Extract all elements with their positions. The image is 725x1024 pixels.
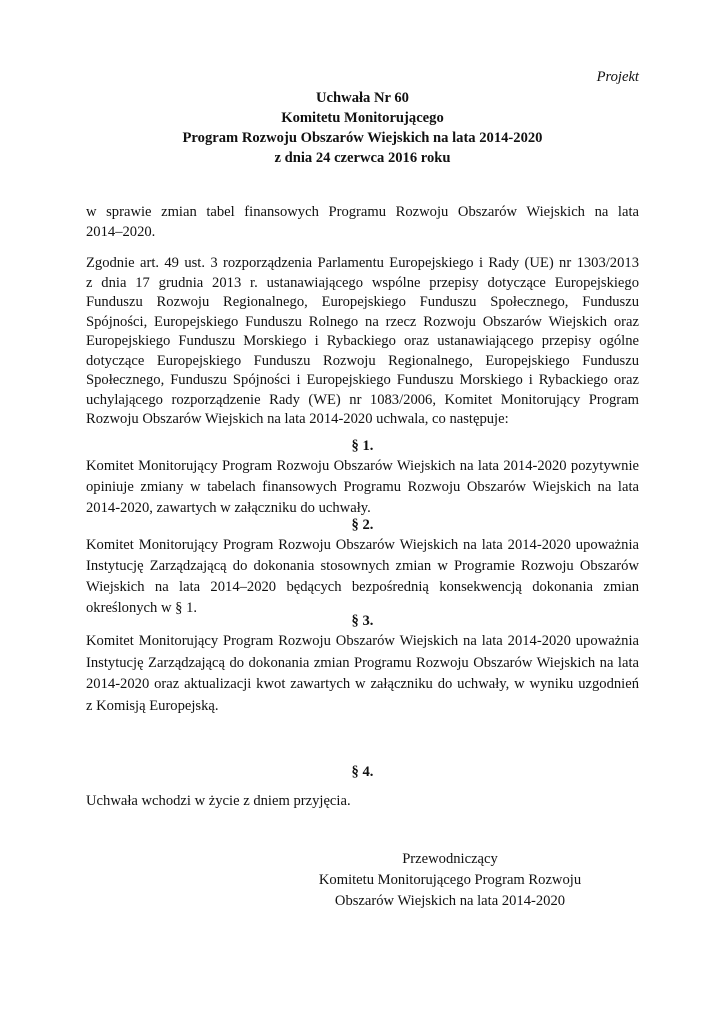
section-1-body xyxy=(86,456,639,519)
resolution-date: z dnia 24 czerwca 2016 roku xyxy=(274,150,451,166)
section-2-line: określonych w § 1. xyxy=(86,600,198,616)
section-2-line: Wiejskich na lata 2014–2020 będących bezpośrednią konsekwencją dokonania zmian xyxy=(86,579,639,595)
preamble-paragraph xyxy=(86,254,639,430)
subject-paragraph xyxy=(86,202,639,242)
preamble-line: Europejskiego Funduszu Morskiego i Rybackiego oraz ustanawiającego przepisy ogólne xyxy=(86,333,639,349)
preamble-line: uchylającego rozporządzenie Rady (WE) nr 1083/2006, Komitet Monitorujący Program xyxy=(86,391,639,408)
section-2-heading: § 2. xyxy=(351,517,374,533)
signature-block xyxy=(300,849,600,912)
section-3-line: 2014-2020 oraz aktualizacji kwot zawartych w załączniku do uchwały, w wyniku uzgodnień xyxy=(86,676,639,692)
signature-title: Przewodniczący xyxy=(402,851,498,867)
section-1-line: Komitet Monitorujący Program Rozwoju Obszarów Wiejskich na lata 2014-2020 pozytywnie xyxy=(86,458,639,474)
section-2-body xyxy=(86,535,639,619)
preamble-line: Zgodnie art. 49 ust. 3 rozporządzenia Parlamentu Europejskiego i Rady (UE) nr 1303/2013 xyxy=(86,255,639,271)
section-3-heading: § 3. xyxy=(351,613,374,629)
signature-line: Komitetu Monitorującego Program Rozwoju xyxy=(318,872,582,888)
preamble-line: dotyczące Europejskiego Funduszu Rozwoju Regionalnego, Europejskiego Funduszu xyxy=(86,352,639,369)
preamble-line: z dnia 17 grudnia 2013 r. ustanawiającego wspólne przepisy dotyczące Europejskiego xyxy=(86,274,639,291)
section-3-line: z Komisją Europejską. xyxy=(86,697,219,714)
resolution-number: Uchwała Nr 60 xyxy=(316,90,409,106)
draft-label: Projekt xyxy=(596,69,639,85)
program-name: Program Rozwoju Obszarów Wiejskich na lata 2014-2020 xyxy=(182,130,543,146)
preamble-line: Rozwoju Obszarów Wiejskich na lata 2014-2020 uchwala, co następuje: xyxy=(86,411,509,427)
section-3-body xyxy=(86,631,639,717)
section-3-line: Instytucję Zarządzającą do dokonania zmian Programu Rozwoju Obszarów Wiejskich na lata xyxy=(86,654,639,671)
subject-line: 2014–2020. xyxy=(86,224,156,240)
section-1-line: opiniuje zmiany w tabelach finansowych Programu Rozwoju Obszarów Wiejskich na lata xyxy=(86,479,639,495)
signature-line: Obszarów Wiejskich na lata 2014-2020 xyxy=(334,893,566,909)
preamble-line: Spójności, Europejskiego Funduszu Rolnego na rzecz Rozwoju Obszarów Wiejskich oraz xyxy=(86,313,639,330)
committee-name: Komitetu Monitorującego xyxy=(281,110,444,126)
subject-line: w sprawie zmian tabel finansowych Programu Rozwoju Obszarów Wiejskich na lata xyxy=(86,204,639,220)
section-3-line: Komitet Monitorujący Program Rozwoju Obszarów Wiejskich na lata 2014-2020 upoważnia xyxy=(86,633,639,649)
section-1-heading: § 1. xyxy=(351,438,374,454)
section-4-heading: § 4. xyxy=(351,764,374,780)
section-1-line: 2014-2020, zawartych w załączniku do uchwały. xyxy=(86,500,371,516)
preamble-line: Społecznego, Funduszu Spójności i Europejskiego Funduszu Morskiego i Rybackiego oraz xyxy=(86,372,639,388)
section-2-line: Instytucję Zarządzającą do dokonania stosownych zmian w Programie Rozwoju Obszarów xyxy=(86,558,639,574)
section-4-line: Uchwała wchodzi w życie z dniem przyjęcia. xyxy=(86,793,351,809)
section-2-line: Komitet Monitorujący Program Rozwoju Obszarów Wiejskich na lata 2014-2020 upoważnia xyxy=(86,537,639,553)
preamble-line: Funduszu Rozwoju Regionalnego, Europejskiego Funduszu Społecznego, Funduszu xyxy=(86,294,639,310)
resolution-header xyxy=(86,88,639,168)
section-4-body xyxy=(86,791,639,811)
